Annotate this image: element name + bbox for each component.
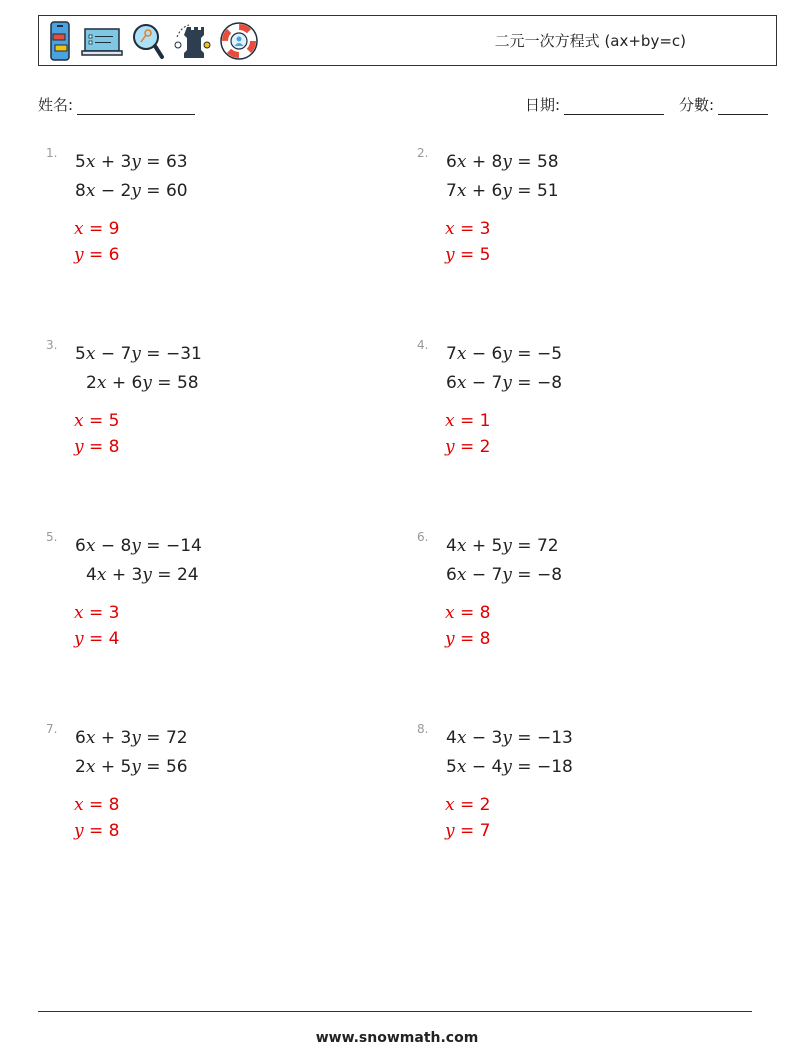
equation-1 — [446, 728, 573, 748]
answer-x — [74, 411, 119, 431]
term: + 3 — [106, 565, 143, 585]
variable: y — [131, 728, 141, 748]
answer-value: 5 — [479, 245, 491, 265]
problem-number: 2. — [417, 146, 429, 160]
answer-value: 8 — [479, 603, 491, 623]
term: 6 — [75, 728, 86, 748]
term: − 7 — [466, 565, 503, 585]
equals-sign: = — [454, 603, 480, 623]
chess-rook-icon — [173, 21, 211, 61]
answer-variable: x — [445, 219, 455, 239]
equals-sign: = — [83, 219, 109, 239]
variable: x — [85, 152, 96, 172]
problem-8 — [417, 722, 747, 892]
problem-1 — [46, 146, 376, 316]
equation-1 — [446, 344, 562, 364]
equation-2 — [446, 565, 562, 585]
footer-url: www.snowmath.com — [315, 1030, 479, 1046]
equals-sign: = — [83, 821, 109, 841]
phone-icon — [47, 21, 73, 61]
term: − 2 — [95, 181, 132, 201]
variable: y — [502, 565, 512, 585]
answer-variable: y — [74, 629, 84, 649]
answer-value: 7 — [479, 821, 491, 841]
answer-value: 2 — [479, 795, 491, 815]
equals-sign: = — [83, 411, 109, 431]
magnifier-icon — [131, 21, 165, 61]
term: + 3 — [95, 152, 132, 172]
term: 5 — [75, 344, 86, 364]
answer-x — [445, 603, 490, 623]
variable: x — [456, 373, 467, 393]
variable: x — [85, 728, 96, 748]
answer-x — [445, 411, 490, 431]
answer-x — [445, 795, 490, 815]
answer-variable: y — [445, 629, 455, 649]
answer-value: 8 — [108, 437, 120, 457]
term: 4 — [86, 565, 97, 585]
variable: x — [456, 757, 467, 777]
variable: x — [96, 373, 107, 393]
equation-2 — [75, 181, 188, 201]
problem-number: 1. — [46, 146, 58, 160]
problem-number: 6. — [417, 530, 429, 544]
term: = −8 — [511, 373, 563, 393]
equals-sign: = — [454, 219, 480, 239]
problem-6 — [417, 530, 747, 700]
equation-2 — [446, 181, 559, 201]
answer-variable: y — [445, 437, 455, 457]
variable: x — [456, 536, 467, 556]
term: + 5 — [466, 536, 503, 556]
equals-sign: = — [454, 245, 480, 265]
problem-number: 3. — [46, 338, 58, 352]
problem-4 — [417, 338, 747, 508]
term: 6 — [446, 373, 457, 393]
laptop-icon — [81, 21, 123, 61]
variable: y — [502, 536, 512, 556]
term: − 7 — [466, 373, 503, 393]
answer-value: 2 — [479, 437, 491, 457]
answer-y — [445, 629, 491, 649]
term: 4 — [446, 728, 457, 748]
problem-5 — [46, 530, 376, 700]
term: = −31 — [140, 344, 202, 364]
problem-7 — [46, 722, 376, 892]
equals-sign: = — [83, 245, 109, 265]
answer-value: 3 — [479, 219, 491, 239]
worksheet-header — [38, 15, 777, 66]
equals-sign: = — [83, 603, 109, 623]
equals-sign: = — [454, 629, 480, 649]
term: = 24 — [151, 565, 199, 585]
answer-value: 1 — [479, 411, 491, 431]
equation-1 — [75, 728, 188, 748]
variable: y — [502, 728, 512, 748]
term: = 56 — [140, 757, 188, 777]
term: 5 — [446, 757, 457, 777]
variable: y — [142, 373, 152, 393]
answer-y — [74, 629, 120, 649]
worksheet-title: 二元一次方程式 (ax+by=c) — [494, 32, 686, 50]
term: 2 — [86, 373, 97, 393]
variable: y — [131, 757, 141, 777]
variable: y — [502, 181, 512, 201]
term: = −18 — [511, 757, 573, 777]
variable: y — [502, 757, 512, 777]
variable: x — [85, 181, 96, 201]
term: = 63 — [140, 152, 188, 172]
term: 7 — [446, 344, 457, 364]
equation-2 — [86, 373, 199, 393]
term: = −5 — [511, 344, 563, 364]
answer-value: 8 — [479, 629, 491, 649]
answer-y — [74, 821, 120, 841]
equation-2 — [75, 757, 188, 777]
name-label: 姓名: — [38, 96, 74, 114]
term: + 3 — [95, 728, 132, 748]
term: − 3 — [466, 728, 503, 748]
term: − 4 — [466, 757, 503, 777]
problem-number: 7. — [46, 722, 58, 736]
term: 2 — [75, 757, 86, 777]
answer-value: 5 — [108, 411, 120, 431]
term: = 51 — [511, 181, 559, 201]
variable: x — [456, 728, 467, 748]
footer-divider — [38, 1011, 752, 1012]
answer-variable: x — [445, 411, 455, 431]
answer-value: 6 — [108, 245, 120, 265]
name-field — [38, 94, 195, 115]
term: 6 — [446, 565, 457, 585]
problem-number: 8. — [417, 722, 429, 736]
term: = 72 — [140, 728, 188, 748]
variable: y — [131, 536, 141, 556]
term: = −8 — [511, 565, 563, 585]
term: = −13 — [511, 728, 573, 748]
answer-x — [74, 219, 119, 239]
variable: x — [456, 181, 467, 201]
answer-y — [74, 437, 120, 457]
answer-y — [74, 245, 120, 265]
term: = −14 — [140, 536, 202, 556]
equation-2 — [446, 757, 573, 777]
term: + 6 — [466, 181, 503, 201]
answer-variable: y — [74, 245, 84, 265]
equals-sign: = — [83, 629, 109, 649]
score-label: 分數: — [679, 96, 715, 114]
answer-variable: y — [445, 245, 455, 265]
term: 5 — [75, 152, 86, 172]
term: − 8 — [95, 536, 132, 556]
answer-variable: y — [74, 821, 84, 841]
answer-value: 4 — [108, 629, 120, 649]
answer-x — [74, 795, 119, 815]
term: 6 — [75, 536, 86, 556]
term: 8 — [75, 181, 86, 201]
variable: y — [131, 344, 141, 364]
answer-x — [445, 219, 490, 239]
term: + 6 — [106, 373, 143, 393]
answer-variable: y — [445, 821, 455, 841]
answer-variable: x — [445, 603, 455, 623]
answer-value: 3 — [108, 603, 120, 623]
score-blank[interactable] — [718, 100, 768, 115]
problem-2 — [417, 146, 747, 316]
lifebuoy-icon — [219, 21, 259, 61]
equals-sign: = — [83, 437, 109, 457]
score-field — [679, 94, 768, 115]
answer-variable: x — [445, 795, 455, 815]
term: + 5 — [95, 757, 132, 777]
problem-3 — [46, 338, 376, 508]
term: − 6 — [466, 344, 503, 364]
variable: x — [85, 757, 96, 777]
date-blank[interactable] — [564, 100, 664, 115]
term: = 60 — [140, 181, 188, 201]
answer-variable: x — [74, 411, 84, 431]
equation-2 — [446, 373, 562, 393]
term: = 72 — [511, 536, 559, 556]
equation-1 — [446, 152, 559, 172]
problem-number: 5. — [46, 530, 58, 544]
variable: x — [456, 152, 467, 172]
equation-2 — [86, 565, 199, 585]
term: 4 — [446, 536, 457, 556]
answer-variable: x — [74, 603, 84, 623]
equals-sign: = — [454, 795, 480, 815]
answer-x — [74, 603, 119, 623]
header-icons — [47, 21, 259, 61]
variable: x — [85, 344, 96, 364]
equals-sign: = — [454, 821, 480, 841]
answer-value: 9 — [108, 219, 120, 239]
term: = 58 — [511, 152, 559, 172]
variable: y — [502, 344, 512, 364]
answer-variable: x — [74, 795, 84, 815]
equation-1 — [75, 344, 202, 364]
name-blank[interactable] — [77, 100, 195, 115]
term: + 8 — [466, 152, 503, 172]
equals-sign: = — [454, 437, 480, 457]
equals-sign: = — [83, 795, 109, 815]
term: 7 — [446, 181, 457, 201]
answer-value: 8 — [108, 821, 120, 841]
term: 6 — [446, 152, 457, 172]
variable: x — [456, 344, 467, 364]
answer-y — [445, 245, 491, 265]
variable: y — [131, 152, 141, 172]
answer-y — [445, 437, 491, 457]
term: − 7 — [95, 344, 132, 364]
equation-1 — [446, 536, 559, 556]
term: = 58 — [151, 373, 199, 393]
variable: x — [85, 536, 96, 556]
answer-variable: y — [74, 437, 84, 457]
answer-value: 8 — [108, 795, 120, 815]
variable: y — [502, 373, 512, 393]
variable: y — [142, 565, 152, 585]
problem-number: 4. — [417, 338, 429, 352]
date-label: 日期: — [525, 96, 561, 114]
answer-variable: x — [74, 219, 84, 239]
equation-1 — [75, 536, 202, 556]
variable: x — [456, 565, 467, 585]
variable: y — [502, 152, 512, 172]
answer-y — [445, 821, 491, 841]
equals-sign: = — [454, 411, 480, 431]
variable: y — [131, 181, 141, 201]
variable: x — [96, 565, 107, 585]
date-field — [525, 94, 664, 115]
equation-1 — [75, 152, 188, 172]
